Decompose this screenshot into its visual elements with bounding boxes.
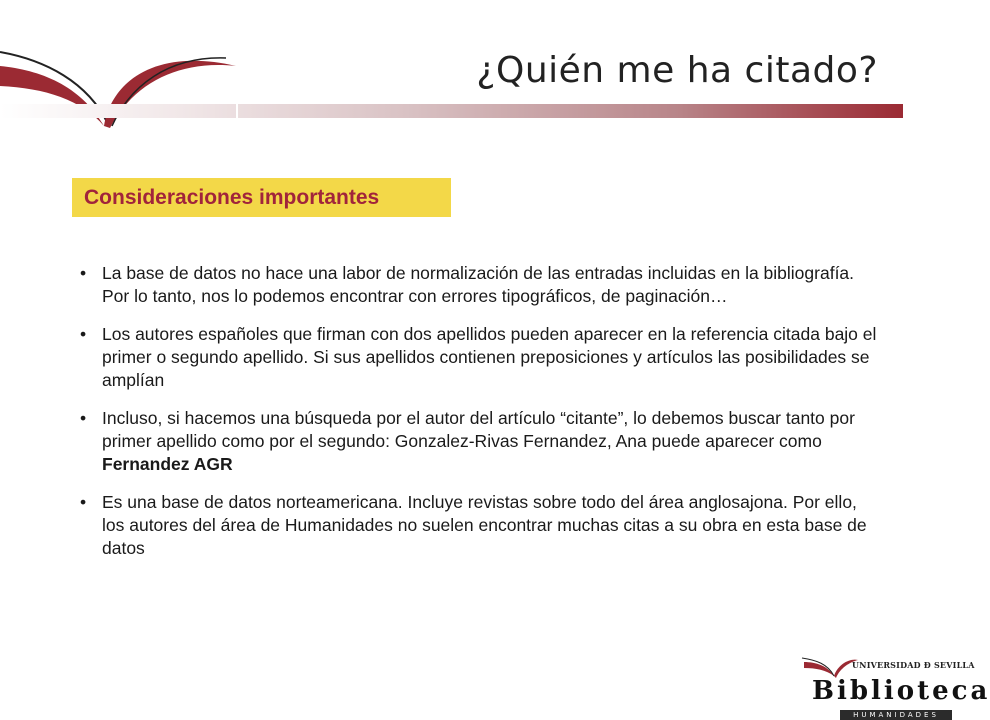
bullet-text: Los autores españoles que firman con dos apellidos pueden aparecer en la referencia citada bajo el primer o segundo apellido. Si sus apellidos contienen preposiciones y artículos las posibilidades se amplían — [102, 324, 877, 390]
section-heading-box — [72, 178, 451, 217]
bullet-text: Incluso, si hacemos una búsqueda por el autor del artículo “citante”, lo debemos buscar tanto por primer apellido como por el segundo: Gonzalez-Rivas Fernandez, Ana puede aparecer como — [102, 408, 855, 451]
section-heading: Consideraciones importantes — [84, 185, 380, 209]
bullet-icon: • — [80, 263, 87, 283]
bullet-item — [80, 491, 880, 560]
bullet-item — [80, 407, 880, 476]
title-underline-bar — [0, 104, 903, 118]
university-name: UNIVERSIDAD Ð SEVILLA — [852, 660, 975, 670]
bar-divider — [236, 104, 238, 118]
bullet-icon: • — [80, 408, 87, 428]
bullet-list — [80, 262, 880, 575]
biblioteca-logo — [800, 650, 990, 720]
bullet-text: La base de datos no hace una labor de normalización de las entradas incluidas en la bibliografía. Por lo tanto, nos lo podemos encontrar con errores tipográficos, de paginación… — [102, 263, 855, 306]
bullet-bold-text: Fernandez AGR — [102, 454, 233, 474]
bullet-icon: • — [80, 324, 87, 344]
bullet-icon: • — [80, 492, 87, 512]
bullet-item — [80, 262, 880, 308]
library-name: Biblioteca — [812, 676, 990, 706]
page-title: ¿Quién me ha citado? — [476, 50, 878, 91]
library-subtitle: HUMANIDADES — [840, 710, 952, 720]
bullet-item — [80, 323, 880, 392]
bullet-text: Es una base de datos norteamericana. Incluye revistas sobre todo del área anglosajona. Por ello, los autores del área de Humanidades no suelen encontrar muchas citas a su obra en esta base de datos — [102, 492, 867, 558]
